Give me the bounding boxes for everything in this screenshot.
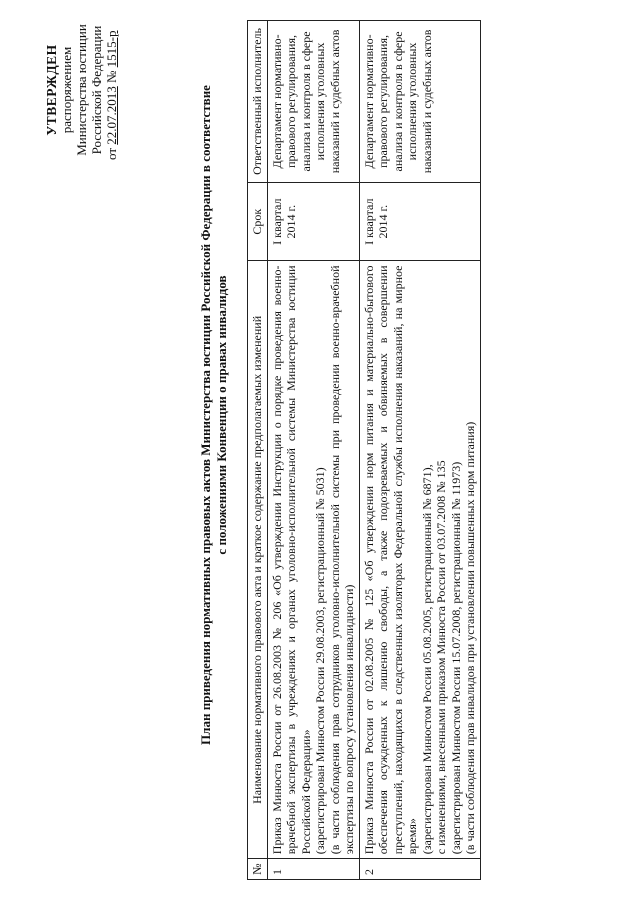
approval-number-prefix: № bbox=[104, 70, 119, 83]
document-title bbox=[198, 35, 230, 795]
act-title: Приказ Минюста России от 26.08.2003 № 206 «Об утверждении Инструкции о порядке проведения военно-врачебной экспертизы в учреждениях и органах уголовно-исполнительной системы Министерства юстиции Российской Федерации» bbox=[269, 265, 313, 855]
row-num: 2 bbox=[359, 859, 480, 880]
act-title: Приказ Минюста России от 02.08.2005 № 125 «Об утверждении норм питания и материально-бытового обеспечения осужденных к лишению свободы, а также подозреваемых и обвиняемых в совершении преступлений, находящихся в следственных изоляторах Федеральной службы исполнения наказаний, на мирное время» bbox=[361, 265, 419, 855]
header-num: № bbox=[248, 859, 268, 880]
row-act-name bbox=[267, 261, 359, 859]
act-registration: (зарегистрирован Минюстом России 05.08.2005, регистрационный № 6871), bbox=[419, 464, 434, 855]
act-amendment-registration: (зарегистрирован Минюстом России 15.07.2008, регистрационный № 11973) bbox=[448, 461, 463, 855]
header-term: Срок bbox=[248, 182, 268, 261]
row-responsible: Департамент нормативно-правового регулирования, анализа и контроля в сфере исполнения уголовных наказаний и судебных актов bbox=[267, 21, 359, 183]
approval-line-3: Российской Федерации bbox=[89, 25, 104, 155]
table-header-row bbox=[248, 21, 268, 880]
approval-date: 22.07.2013 bbox=[104, 86, 119, 145]
row-responsible: Департамент нормативно-правового регулирования, анализа и контроля в сфере исполнения уголовных наказаний и судебных актов bbox=[359, 21, 480, 183]
header-responsible: Ответственный исполнитель bbox=[248, 21, 268, 183]
approval-number: 1515-р bbox=[104, 30, 119, 68]
approval-line-1: распоряжением bbox=[59, 46, 74, 134]
plan-table bbox=[247, 20, 481, 880]
header-name: Наименование нормативного правового акта и краткое содержание предполагаемых изменений bbox=[248, 261, 268, 859]
approval-date-line bbox=[104, 20, 119, 160]
row-term: I квартал 2014 г. bbox=[267, 182, 359, 261]
approval-stamp bbox=[44, 20, 119, 160]
approval-line-2: Министерства юстиции bbox=[74, 24, 89, 156]
row-num: 1 bbox=[267, 859, 359, 880]
title-line-2: с положениями Конвенции о правах инвалидов bbox=[214, 275, 229, 555]
act-change-scope: (в части соблюдения прав сотрудников уголовно-исполнительной системы при проведении военно-врачебной экспертизы по вопросу установления инвалидности) bbox=[327, 265, 356, 855]
act-registration: (зарегистрирован Минюстом России 29.08.2003, регистрационный № 5031) bbox=[313, 467, 327, 855]
act-amendment: с изменениями, внесенными приказом Минюста России от 03.07.2008 № 135 bbox=[434, 460, 448, 855]
act-change-scope: (в части соблюдения прав инвалидов при установлении повышенных норм питания) bbox=[463, 421, 477, 855]
row-act-name bbox=[359, 261, 480, 859]
table-row bbox=[267, 21, 359, 880]
row-term: I квартал 2014 г. bbox=[359, 182, 480, 261]
approval-heading: УТВЕРЖДЕН bbox=[44, 44, 59, 136]
title-line-1: План приведения нормативных правовых актов Министерства юстиции Российской Федерации в соответствие bbox=[198, 85, 213, 745]
table-row bbox=[359, 21, 480, 880]
approval-date-prefix: от bbox=[104, 147, 119, 160]
